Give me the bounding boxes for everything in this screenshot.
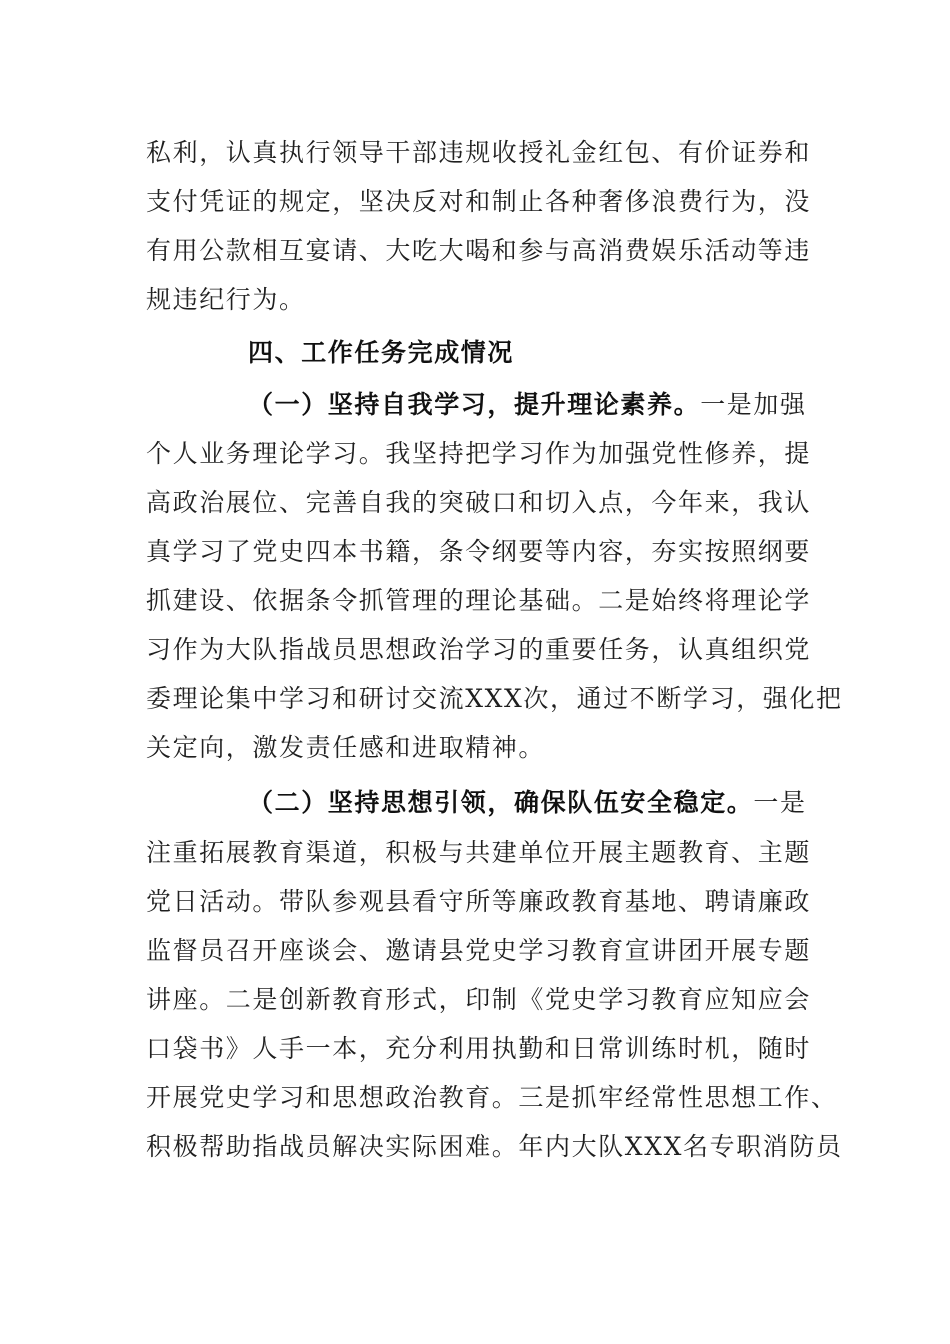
subsection-first-line [248, 778, 808, 828]
paragraph-line: 讲座。二是创新教育形式，印制《党史学习教育应知应会 [146, 985, 812, 1014]
paragraph-line: 关定向，激发责任感和进取精神。 [146, 733, 546, 762]
paragraph-line: 个人业务理论学习。我坚持把学习作为加强党性修养，提 [146, 439, 812, 468]
paragraph-line: 党日活动。带队参观县看守所等廉政教育基地、聘请廉政 [146, 887, 812, 916]
paragraph-line: 规违纪行为。 [146, 285, 306, 314]
paragraph-line: 有用公款相互宴请、大吃大喝和参与高消费娱乐活动等违 [146, 236, 812, 265]
subsection-title: （二）坚持思想引领，确保队伍安全稳定。 [248, 788, 754, 817]
paragraph-line: 口袋书》人手一本，充分利用执勤和日常训练时机，随时 [146, 1034, 812, 1063]
paragraph-line: 习作为大队指战员思想政治学习的重要任务，认真组织党 [146, 635, 812, 664]
subsection-first-line [248, 380, 808, 430]
paragraph-line: 开展党史学习和思想政治教育。三是抓牢经常性思想工作、 [146, 1083, 838, 1112]
paragraph-line: 私利，认真执行领导干部违规收授礼金红包、有价证券和 [146, 138, 812, 167]
paragraph-line: 真学习了党史四本书籍，条令纲要等内容，夯实按照纲要 [146, 537, 812, 566]
subsection-first-line-text: 一是加强 [700, 390, 807, 419]
subsection-title: （一）坚持自我学习，提升理论素养。 [248, 390, 701, 419]
paragraph-line: 积极帮助指战员解决实际困难。年内大队XXX名专职消防员 [146, 1132, 843, 1161]
paragraph-line: 监督员召开座谈会、邀请县党史学习教育宣讲团开展专题 [146, 936, 812, 965]
paragraph-line: 委理论集中学习和研讨交流XXX次，通过不断学习，强化把 [146, 684, 843, 713]
paragraph-line: 抓建设、依据条令抓管理的理论基础。二是始终将理论学 [146, 586, 812, 615]
paragraph-line: 支付凭证的规定，坚决反对和制止各种奢侈浪费行为，没 [146, 187, 812, 216]
paragraph-line: 注重拓展教育渠道，积极与共建单位开展主题教育、主题 [146, 838, 812, 867]
paragraph-line: 高政治展位、完善自我的突破口和切入点，今年来，我认 [146, 488, 812, 517]
section-heading: 四、工作任务完成情况 [248, 338, 515, 367]
subsection-first-line-text: 一是 [753, 788, 807, 817]
